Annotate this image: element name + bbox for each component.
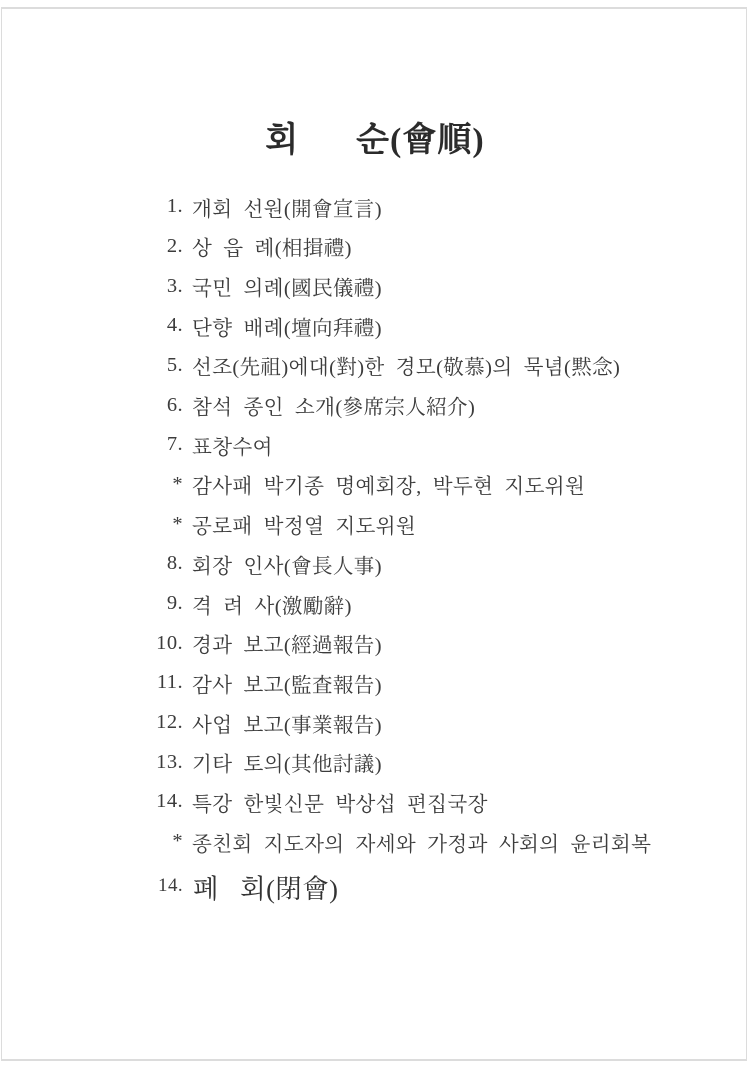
agenda-item — [150, 306, 750, 346]
agenda-item — [150, 544, 750, 584]
item-text: 폐 회(閉會) — [193, 873, 339, 904]
item-text: 개회 선원(開會宣言) — [192, 198, 382, 221]
agenda-item — [150, 584, 750, 624]
agenda-item — [150, 266, 750, 306]
item-marker: 14. — [156, 790, 183, 813]
agenda-item — [150, 782, 750, 822]
item-text: 경과 보고(經過報告) — [192, 635, 382, 658]
item-marker: 1. — [166, 195, 183, 218]
item-text: 참석 종인 소개(參席宗人紹介) — [192, 397, 476, 420]
agenda-item — [150, 346, 750, 386]
item-text: 단향 배례(壇向拜禮) — [192, 317, 382, 340]
item-marker: * — [172, 472, 183, 495]
agenda-item — [150, 861, 750, 911]
item-marker: 14. — [158, 875, 183, 897]
item-text: 선조(先祖)에대(對)한 경모(敬慕)의 묵념(黙念) — [192, 357, 621, 380]
agenda-item — [150, 425, 750, 465]
agenda-item — [150, 822, 750, 862]
agenda-item — [150, 742, 750, 782]
item-marker: * — [172, 512, 183, 535]
agenda-item — [150, 187, 750, 227]
item-text: 표창수여 — [192, 436, 273, 459]
agenda-item — [150, 703, 750, 743]
item-text: 특강 한빛신문 박상섭 편집국장 — [192, 793, 488, 816]
item-text: 격 려 사(激勵辭) — [192, 595, 352, 618]
item-text: 감사 보고(監査報告) — [192, 674, 382, 697]
item-marker: 4. — [166, 314, 183, 337]
item-marker: 8. — [166, 552, 183, 575]
item-text: 사업 보고(事業報告) — [192, 714, 382, 737]
agenda-item — [150, 504, 750, 544]
item-marker: 10. — [156, 631, 183, 654]
item-text: 국민 의례(國民儀禮) — [192, 278, 382, 301]
agenda-item — [150, 226, 750, 266]
item-marker: 3. — [166, 274, 183, 297]
agenda-item — [150, 663, 750, 703]
item-marker: 9. — [166, 592, 183, 615]
item-marker: 6. — [166, 393, 183, 416]
item-text: 감사패 박기종 명예회장, 박두현 지도위원 — [192, 476, 586, 499]
item-text: 상 읍 례(相揖禮) — [192, 238, 352, 261]
agenda-item — [150, 623, 750, 663]
item-text: 회장 인사(會長人事) — [192, 555, 382, 578]
item-text: 기타 토의(其他討議) — [192, 754, 382, 777]
item-marker: 11. — [156, 671, 183, 694]
item-marker: 7. — [166, 433, 183, 456]
item-text: 종친회 지도자의 자세와 가정과 사회의 윤리회복 — [192, 833, 652, 856]
item-marker: 2. — [166, 234, 183, 257]
agenda-item — [150, 465, 750, 505]
document-title: 회 순(會順) — [265, 122, 485, 159]
item-marker: 12. — [156, 711, 183, 734]
agenda-item — [150, 385, 750, 425]
item-marker: 5. — [166, 353, 183, 376]
item-marker: * — [172, 830, 183, 853]
item-text: 공로패 박정열 지도위원 — [192, 516, 417, 539]
item-marker: 13. — [156, 750, 183, 773]
agenda-list — [0, 187, 750, 912]
